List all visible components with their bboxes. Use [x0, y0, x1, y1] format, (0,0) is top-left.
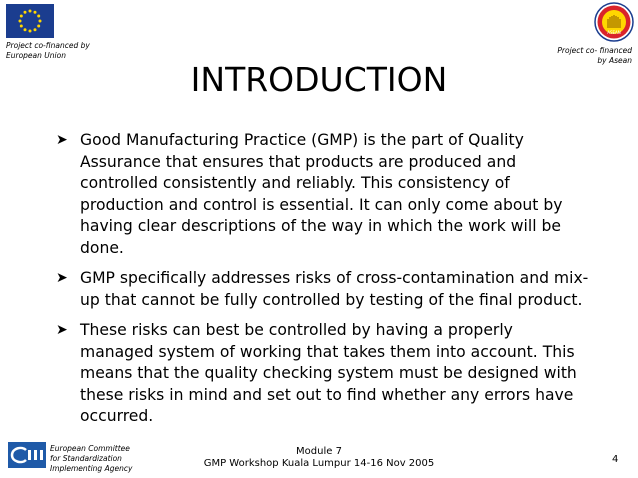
bullet-line: GMP specifically addresses risks of cross-contamination and mix- [80, 269, 589, 287]
bullet-item [56, 130, 594, 259]
bullet-line: done. [80, 238, 124, 257]
bullet-list [56, 130, 594, 437]
bullet-line: production and control is essential. It can only come about by [80, 195, 563, 214]
bullet-line: up that cannot be fully controlled by testing of the final product. [80, 290, 583, 309]
bullet-line: these risks in mind and set out to find whether any errors have [80, 385, 574, 404]
eu-caption-line: Project co-financed by [6, 41, 90, 50]
eu-cofinance-caption [6, 41, 90, 61]
footer-center [0, 446, 638, 470]
footer-workshop: GMP Workshop Kuala Lumpur 14-16 Nov 2005 [203, 458, 435, 469]
bullet-line: These risks can best be controlled by having a properly [80, 321, 513, 339]
asean-caption-line: by Asean [597, 56, 632, 65]
bullet-line: means that the quality checking system must be designed with [80, 364, 577, 382]
bullet-item [56, 268, 594, 311]
cen-caption-line: European Committee [50, 444, 130, 453]
slide-title: INTRODUCTION [190, 60, 448, 99]
bullet-line: managed system of working that takes them into account. This [80, 342, 575, 361]
arrow-bullet-icon: ➤ [56, 322, 68, 338]
page-number: 4 [612, 454, 619, 465]
bullet-line: controlled consistently and reliably. This consistency of [80, 174, 510, 192]
arrow-bullet-icon: ➤ [56, 270, 68, 286]
eu-flag-icon [6, 4, 54, 38]
arrow-bullet-icon: ➤ [56, 132, 68, 148]
asean-logo-icon [594, 2, 634, 42]
bullet-line: having clear descriptions of the way in which the work will be [80, 217, 561, 235]
asean-logo-label: ASEAN [607, 30, 621, 35]
bullet-line: Good Manufacturing Practice (GMP) is the part of Quality [80, 131, 524, 149]
eu-caption-line: European Union [6, 51, 66, 60]
asean-caption-line: Project co- financed [557, 46, 632, 55]
bullet-line: Assurance that ensures that products are produced and [80, 152, 517, 171]
cen-caption-line: for Standardization [50, 454, 122, 463]
cen-caption-line: Implementing Agency [50, 464, 133, 473]
footer-module: Module 7 [296, 446, 342, 457]
bullet-item [56, 320, 594, 428]
bullet-line: occurred. [80, 407, 154, 425]
